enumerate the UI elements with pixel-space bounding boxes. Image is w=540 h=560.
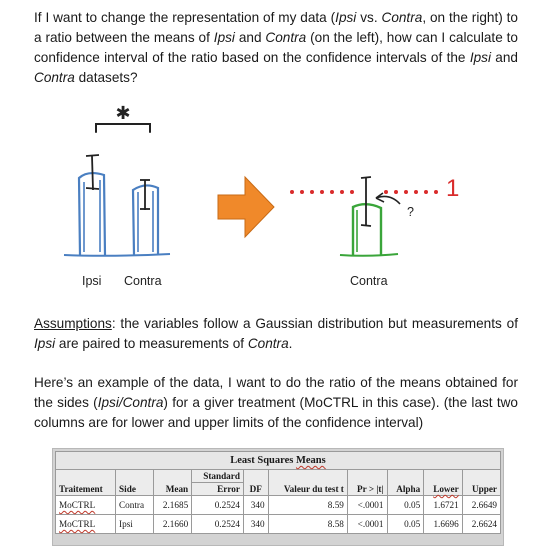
least-squares-means-table xyxy=(55,451,501,534)
cell-upper: 2.6624 xyxy=(462,515,500,534)
question-paragraph xyxy=(34,8,518,88)
cell-traitement: MoCTRL xyxy=(56,515,116,534)
col-df: DF xyxy=(243,470,268,496)
cell-t-value: 8.58 xyxy=(268,515,347,534)
question-text: and xyxy=(490,50,518,65)
transform-arrow-icon xyxy=(218,177,274,237)
ipsi-term: Ipsi xyxy=(213,30,235,45)
cell-alpha: 0.05 xyxy=(387,515,424,534)
cell-mean: 2.1685 xyxy=(153,496,191,515)
question-text: If I want to change the representation of my data ( xyxy=(34,10,336,25)
unity-dashed-line xyxy=(290,190,438,194)
col-standard-error-top: Standard xyxy=(192,470,244,483)
contra-term: Contra xyxy=(34,70,75,85)
assumptions-paragraph xyxy=(34,314,518,354)
col-upper: Upper xyxy=(462,470,500,496)
cell-lower: 1.6721 xyxy=(424,496,463,515)
question-text: (on the left), how can I calculate to confidence interval of the ratio based on the confidence intervals of the xyxy=(34,30,518,65)
label-contra: Contra xyxy=(124,274,162,288)
table-row xyxy=(56,496,501,515)
table-row xyxy=(56,515,501,534)
cell-standard-error: 0.2524 xyxy=(192,515,244,534)
cell-p-value: <.0001 xyxy=(347,515,387,534)
cell-side: Contra xyxy=(116,496,154,515)
ratio-term: Ipsi/Contra xyxy=(97,395,164,410)
assumptions-heading: Assumptions xyxy=(34,316,112,331)
assumptions-text: : the variables follow a Gaussian distribution but measurements of xyxy=(111,316,518,331)
question-text: vs. xyxy=(356,10,382,25)
contra-term: Contra xyxy=(265,30,307,45)
col-traitement: Traitement xyxy=(56,470,116,496)
col-side: Side xyxy=(116,470,154,496)
cell-lower: 1.6696 xyxy=(424,515,463,534)
cell-traitement: MoCTRL xyxy=(56,496,116,515)
col-p-value: Pr > |t| xyxy=(347,470,387,496)
significance-star: ✱ xyxy=(115,103,131,123)
cell-p-value: <.0001 xyxy=(347,496,387,515)
contra-term: Contra xyxy=(247,336,289,351)
cell-mean: 2.1660 xyxy=(153,515,191,534)
ratio-bar xyxy=(353,204,381,255)
label-ratio-contra: Contra xyxy=(350,274,388,288)
example-text: Here’s an example of the data, I want to do the ratio of the means obtained for the sides ( xyxy=(34,375,518,410)
ratio-error-bar xyxy=(361,177,371,226)
question-text: and xyxy=(234,30,266,45)
hand-drawn-figure xyxy=(0,92,540,297)
label-ipsi: Ipsi xyxy=(82,274,102,288)
col-lower: Lower xyxy=(424,470,463,496)
cell-upper: 2.6649 xyxy=(462,496,500,515)
sas-output-screenshot xyxy=(52,448,504,546)
table-title: Least Squares Means xyxy=(56,452,501,470)
cell-t-value: 8.59 xyxy=(268,496,347,515)
example-text: ) for a giver treatment (MoCTRL in this case). (the last two columns are for lower and upper limits of the confidence interval) xyxy=(34,395,518,430)
col-mean: Mean xyxy=(153,470,191,496)
question-mark: ? xyxy=(407,205,414,219)
cell-df: 340 xyxy=(243,515,268,534)
cell-standard-error: 0.2524 xyxy=(192,496,244,515)
cell-side: Ipsi xyxy=(116,515,154,534)
question-text: datasets? xyxy=(74,70,138,85)
ipsi-term: Ipsi xyxy=(469,50,491,65)
example-paragraph xyxy=(34,373,518,433)
cell-alpha: 0.05 xyxy=(387,496,424,515)
ipsi-term: Ipsi xyxy=(34,336,56,351)
assumptions-text: are paired to measurements of xyxy=(55,336,248,351)
question-text: , on the right) to a ratio between the means of xyxy=(34,10,518,45)
ipsi-term: Ipsi xyxy=(335,10,357,25)
right-baseline xyxy=(340,254,398,256)
unity-label: 1 xyxy=(446,175,460,202)
col-alpha: Alpha xyxy=(387,470,424,496)
assumptions-text: . xyxy=(288,336,293,351)
col-t-value: Valeur du test t xyxy=(268,470,347,496)
significance-bracket xyxy=(96,124,150,132)
col-standard-error-bottom: Error xyxy=(192,483,244,496)
contra-term: Contra xyxy=(381,10,423,25)
cell-df: 340 xyxy=(243,496,268,515)
